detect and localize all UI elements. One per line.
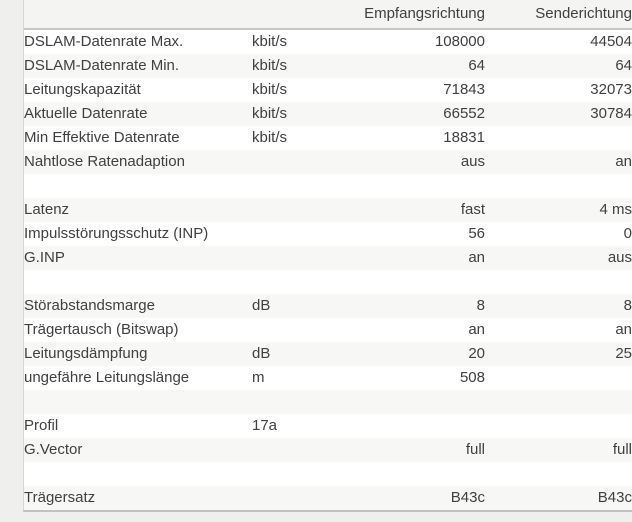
row-label-cell: Profil — [24, 417, 59, 434]
row-label-cell: DSLAM-Datenrate Min. — [24, 54, 252, 78]
row-tx-value — [485, 270, 632, 294]
table-row-aktuelle-datenrate — [24, 102, 632, 126]
row-tx-value: 32073 — [590, 81, 632, 98]
row-unit-cell — [252, 246, 328, 270]
row-rx-value: 8 — [328, 294, 485, 318]
row-rx-value — [328, 462, 485, 486]
row-unit-cell: kbit/s — [252, 33, 288, 50]
row-label-cell: DSLAM-Datenrate Max. — [24, 33, 184, 50]
row-tx-value: B43c — [485, 486, 632, 510]
row-tx-value — [485, 462, 632, 486]
row-tx-value: full — [485, 438, 632, 462]
row-label-cell: G.Vector — [24, 438, 252, 462]
row-rx-value: 508 — [459, 369, 485, 386]
table-row-leitungskapazitaet — [24, 78, 632, 102]
row-unit-cell: dB — [252, 294, 328, 318]
row-rx-value: 108000 — [434, 33, 485, 50]
row-rx-value: 18831 — [443, 129, 485, 146]
dsl-info-table-container — [23, 0, 632, 512]
row-tx-value — [485, 126, 632, 150]
row-label-cell: Trägersatz — [24, 486, 252, 510]
row-unit-cell: kbit/s — [252, 129, 288, 146]
table-row-dslam-datenrate-min — [24, 54, 632, 78]
row-unit-cell — [252, 318, 328, 342]
row-rx-value: aus — [328, 150, 485, 174]
row-rx-value — [328, 270, 485, 294]
row-rx-value — [328, 174, 485, 198]
row-rx-value — [328, 414, 485, 438]
row-unit-cell: kbit/s — [252, 102, 328, 126]
table-header — [24, 0, 632, 29]
row-tx-value: an — [615, 321, 632, 338]
table-row-profil — [24, 414, 632, 438]
row-label-cell: Impulsstörungsschutz (INP) — [24, 225, 209, 242]
row-tx-value: 25 — [485, 342, 632, 366]
row-label-cell: ungefähre Leitungslänge — [24, 369, 190, 386]
row-unit-cell — [252, 390, 328, 414]
table-row-dslam-datenrate-max — [24, 29, 632, 54]
row-rx-value: B43c — [328, 486, 485, 510]
row-tx-value: 0 — [623, 225, 632, 242]
table-row-ginp — [24, 246, 632, 270]
row-tx-value: an — [485, 150, 632, 174]
row-label-cell — [24, 270, 252, 294]
header-label-cell — [24, 0, 252, 29]
table-row-latenz — [24, 198, 632, 222]
row-rx-value: 66552 — [328, 102, 485, 126]
row-tx-value: 30784 — [485, 102, 632, 126]
table-row-traegersatz — [24, 486, 632, 510]
row-tx-value — [485, 390, 632, 414]
row-tx-value: 8 — [485, 294, 632, 318]
spacer-row — [24, 390, 632, 414]
row-label-cell: Leitungskapazität — [24, 81, 141, 98]
row-unit-cell: kbit/s — [252, 81, 288, 98]
table-row-impulsstoerungsschutz — [24, 222, 632, 246]
dsl-info-table — [24, 0, 632, 510]
row-rx-value: 71843 — [443, 81, 485, 98]
row-tx-value: 4 ms — [485, 198, 632, 222]
row-label-cell: Störabstandsmarge — [24, 294, 252, 318]
row-label-cell: Leitungsdämpfung — [24, 342, 252, 366]
row-tx-value — [485, 174, 632, 198]
row-label-cell: G.INP — [24, 246, 252, 270]
row-unit-cell — [252, 174, 328, 198]
row-rx-value: 64 — [328, 54, 485, 78]
row-unit-cell — [252, 150, 328, 174]
row-label-cell: Nahtlose Ratenadaption — [24, 150, 252, 174]
row-label-cell: Min Effektive Datenrate — [24, 129, 180, 146]
row-unit-cell — [252, 462, 328, 486]
row-unit-cell: m — [252, 369, 265, 386]
table-row-ungefaehre-leitungslaenge — [24, 366, 632, 390]
table-row-min-effektive-datenrate — [24, 126, 632, 150]
row-tx-value: 64 — [485, 54, 632, 78]
row-rx-value: fast — [328, 198, 485, 222]
row-unit-cell — [252, 222, 328, 246]
row-rx-value: 56 — [468, 225, 485, 242]
row-unit-cell — [252, 198, 328, 222]
spacer-row — [24, 270, 632, 294]
row-rx-value: an — [468, 321, 485, 338]
row-label-cell: Trägertausch (Bitswap) — [24, 321, 179, 338]
row-label-cell — [24, 390, 252, 414]
row-rx-value — [328, 390, 485, 414]
row-unit-cell: dB — [252, 342, 328, 366]
table-row-gvector — [24, 438, 632, 462]
row-rx-value: 20 — [328, 342, 485, 366]
table-row-stoerabstandsmarge — [24, 294, 632, 318]
row-tx-value: 44504 — [590, 33, 632, 50]
spacer-row — [24, 462, 632, 486]
table-row-nahtlose-ratenadaption — [24, 150, 632, 174]
row-label-cell: Aktuelle Datenrate — [24, 102, 252, 126]
header-unit-cell — [252, 0, 328, 29]
row-rx-value: an — [328, 246, 485, 270]
header-empfangsrichtung: Empfangsrichtung — [328, 0, 485, 29]
row-unit-cell: kbit/s — [252, 54, 328, 78]
row-tx-value — [485, 366, 632, 390]
row-tx-value: aus — [485, 246, 632, 270]
row-unit-cell: 17a — [252, 417, 278, 434]
header-row — [24, 0, 632, 29]
row-tx-value — [485, 414, 632, 438]
table-body — [24, 29, 632, 510]
table-row-leitungsdaempfung — [24, 342, 632, 366]
table-row-traegertausch-bitswap — [24, 318, 632, 342]
row-label-cell — [24, 174, 252, 198]
row-unit-cell — [252, 486, 328, 510]
spacer-row — [24, 174, 632, 198]
row-label-cell: Latenz — [24, 198, 252, 222]
row-unit-cell — [252, 270, 328, 294]
row-unit-cell — [252, 438, 328, 462]
row-rx-value: full — [328, 438, 485, 462]
header-senderichtung: Senderichtung — [485, 0, 632, 29]
row-label-cell — [24, 462, 252, 486]
